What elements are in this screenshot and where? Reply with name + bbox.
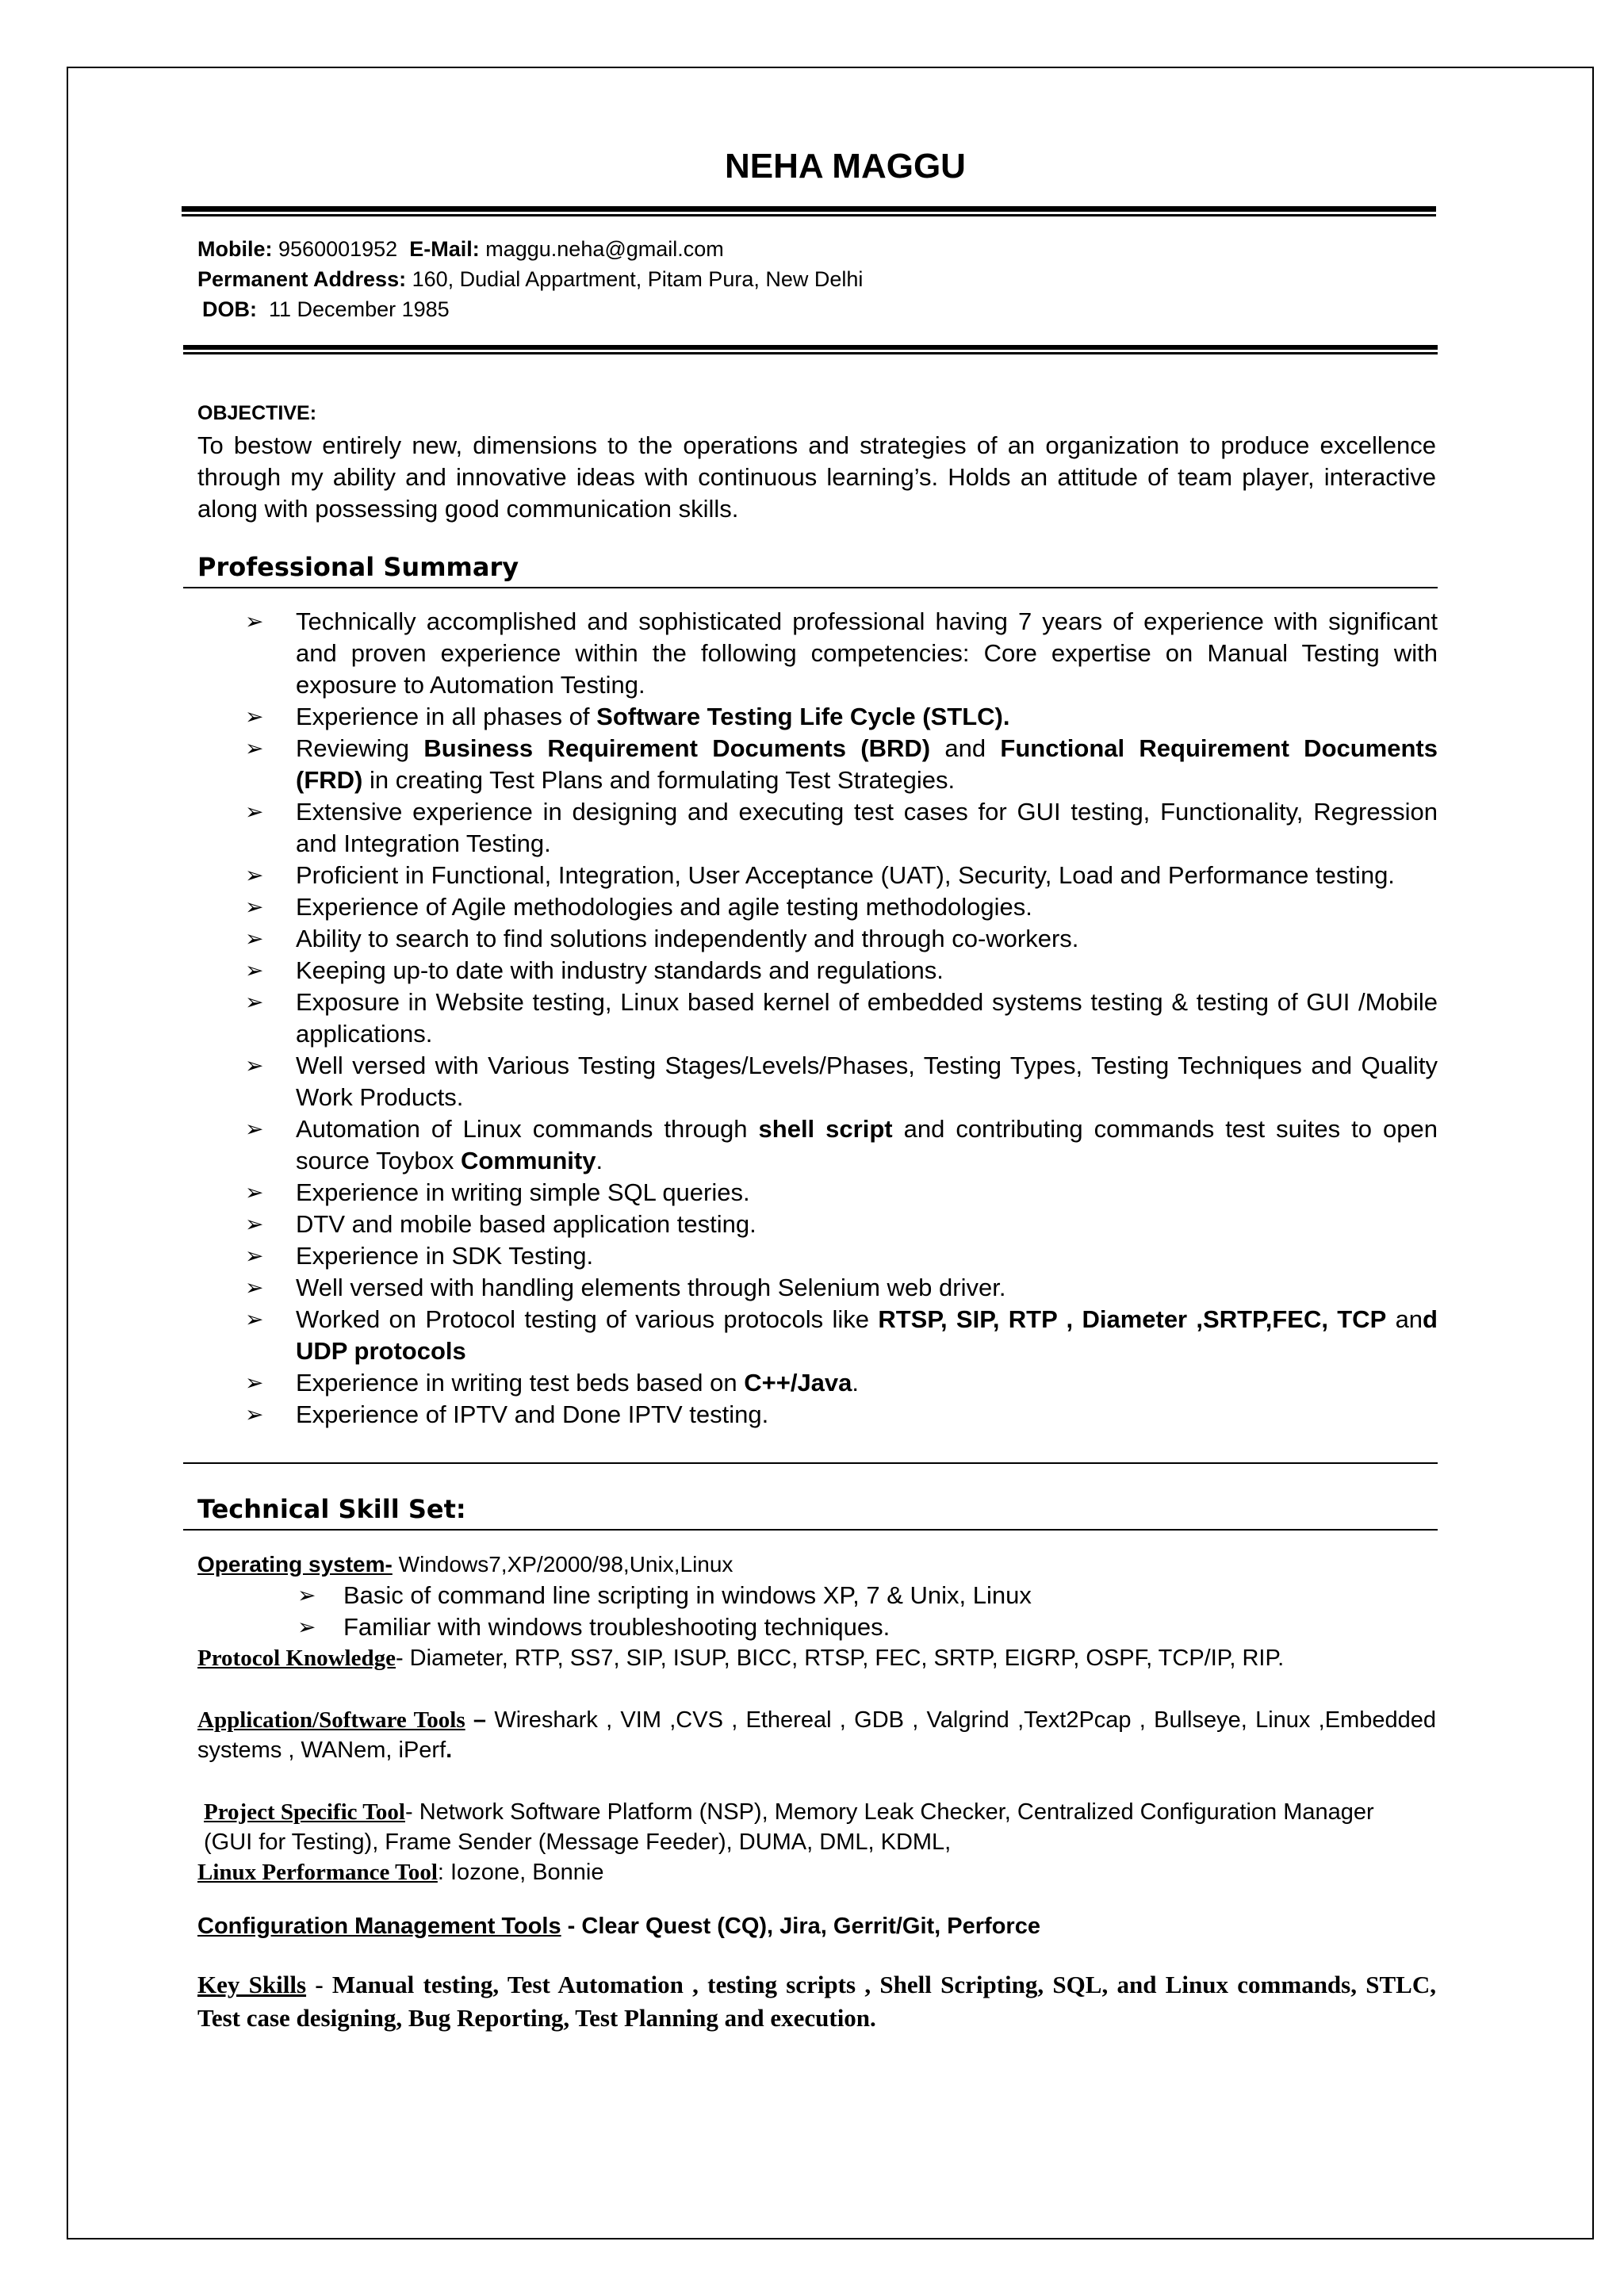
key-skills-value: - Manual testing, Test Automation , testing scripts , Shell Scripting, SQL, and Linux commands, STLC, Test case designing, Bug Reporting, Test Planning and execution. xyxy=(197,1971,1436,2032)
tools-line: Application/Software Tools – Wireshark , VIM ,CVS , Ethereal , GDB , Valgrind ,Text2Pcap , Bullseye, Linux ,Embedded systems , WANem, iPerf. xyxy=(197,1707,1436,1763)
arrow-bullet-icon: ➢ xyxy=(245,1370,264,1395)
summary-divider xyxy=(183,587,1438,588)
list-item: ➢ Keeping up-to date with industry standards and regulations. xyxy=(183,955,1438,987)
professional-summary-title: Professional Summary xyxy=(197,552,519,582)
project-label: Project Specific Tool xyxy=(204,1799,405,1825)
arrow-bullet-icon: ➢ xyxy=(245,1275,264,1300)
contact-line-2 xyxy=(197,264,1436,294)
contact-line-1 xyxy=(197,234,1436,264)
header-divider xyxy=(182,206,1436,216)
tools-value: Wireshark , VIM ,CVS , Ethereal , GDB , Valgrind ,Text2Pcap , Bullseye, Linux ,Embedded systems , WANem, iPerf xyxy=(197,1707,1436,1763)
list-item: ➢ Exposure in Website testing, Linux based kernel of embedded systems testing & testing of GUI /Mobile applications. xyxy=(245,988,1438,1048)
list-item: ➢ Reviewing Business Requirement Documents (BRD) and Functional Requirement Documents (FRD) in creating Test Plans and formulating Test Strategies. xyxy=(245,734,1438,794)
list-item: ➢ Proficient in Functional, Integration, User Acceptance (UAT), Security, Load and Performance testing. xyxy=(183,860,1438,891)
list-item: ➢ Experience in writing simple SQL queries. xyxy=(183,1177,1438,1209)
list-item: ➢ Experience of Agile methodologies and agile testing methodologies. xyxy=(183,891,1438,923)
list-item: ➢ Well versed with handling elements through Selenium web driver. xyxy=(183,1272,1438,1304)
list-item: ➢ Experience of IPTV and Done IPTV testing. xyxy=(183,1399,1438,1431)
arrow-bullet-icon: ➢ xyxy=(245,1402,264,1427)
arrow-bullet-icon: ➢ xyxy=(245,704,264,729)
candidate-name: NEHA MAGGU xyxy=(725,147,966,186)
contact-divider xyxy=(183,345,1438,354)
project-line xyxy=(183,1797,1417,1857)
arrow-bullet-icon: ➢ xyxy=(245,609,264,634)
mobile-label: Mobile: xyxy=(197,237,273,261)
email-value[interactable]: maggu.neha@gmail.com xyxy=(485,237,724,261)
os-value: Windows7,XP/2000/98,Unix,Linux xyxy=(392,1552,733,1577)
list-item: ➢ Automation of Linux commands through shell script and contributing commands test suites to open source Toybox Community. xyxy=(245,1115,1438,1174)
skills-divider xyxy=(183,1529,1438,1531)
technical-skills-title: Technical Skill Set: xyxy=(197,1494,466,1524)
arrow-bullet-icon: ➢ xyxy=(245,926,264,951)
email-label: E-Mail: xyxy=(409,237,480,261)
protocol-value: - Diameter, RTP, SS7, SIP, ISUP, BICC, RTSP, FEC, SRTP, EIGRP, OSPF, TCP/IP, RIP. xyxy=(395,1646,1285,1671)
address-label: Permanent Address: xyxy=(197,267,407,291)
address-value: 160, Dudial Appartment, Pitam Pura, New Delhi xyxy=(412,267,864,291)
dob-value: 11 December 1985 xyxy=(269,297,450,321)
linux-perf-value: : Iozone, Bonnie xyxy=(437,1860,604,1885)
list-item: ➢ Experience in SDK Testing. xyxy=(183,1240,1438,1272)
list-item: ➢ Extensive experience in designing and executing test cases for GUI testing, Functionality, Regression and Integration Testing. xyxy=(245,798,1438,857)
list-item: ➢ Worked on Protocol testing of various protocols like RTSP, SIP, RTP , Diameter ,SRTP,FEC, TCP and UDP protocols xyxy=(245,1305,1438,1365)
protocol-label: Protocol Knowledge xyxy=(197,1646,396,1671)
linux-perf-label: Linux Performance Tool xyxy=(197,1860,438,1885)
mobile-value: 9560001952 xyxy=(278,237,398,261)
project-value: - Network Software Platform (NSP), Memory Leak Checker, Centralized Configuration Manager (GUI for Testing), Frame Sender (Message Feeder), DUMA, DML, KDML, xyxy=(204,1799,1374,1855)
objective-label: OBJECTIVE: xyxy=(197,402,317,424)
list-item: ➢ Well versed with Various Testing Stages/Levels/Phases, Testing Types, Testing Techniques and Quality Work Products. xyxy=(245,1052,1438,1111)
contact-line-3 xyxy=(197,294,1436,324)
list-item: ➢ DTV and mobile based application testing. xyxy=(183,1209,1438,1240)
os-label: Operating system- xyxy=(197,1552,393,1577)
tools-label: Application/Software Tools xyxy=(197,1707,465,1733)
arrow-bullet-icon: ➢ xyxy=(297,1583,316,1607)
arrow-bullet-icon: ➢ xyxy=(245,958,264,983)
arrow-bullet-icon: ➢ xyxy=(245,895,264,919)
dob-label: DOB: xyxy=(202,297,257,321)
arrow-bullet-icon: ➢ xyxy=(245,1053,264,1078)
arrow-bullet-icon: ➢ xyxy=(245,863,264,887)
arrow-bullet-icon: ➢ xyxy=(245,1180,264,1205)
summary-end-divider xyxy=(183,1462,1438,1464)
config-mgmt-value: - Clear Quest (CQ), Jira, Gerrit/Git, Perforce xyxy=(561,1914,1040,1939)
os-list xyxy=(183,1580,1436,1643)
list-item: ➢ Ability to search to find solutions independently and through co-workers. xyxy=(183,923,1438,955)
arrow-bullet-icon: ➢ xyxy=(245,736,264,761)
list-item: ➢ Familiar with windows troubleshooting techniques. xyxy=(183,1611,1436,1643)
arrow-bullet-icon: ➢ xyxy=(245,799,264,824)
list-item: ➢ Technically accomplished and sophisticated professional having 7 years of experience with significant and proven experience within the following competencies: Core expertise on Manual Testing with exposure to Automation Testing. xyxy=(245,607,1438,699)
list-item: ➢ Basic of command line scripting in windows XP, 7 & Unix, Linux xyxy=(183,1580,1436,1611)
summary-list xyxy=(183,606,1436,1431)
arrow-bullet-icon: ➢ xyxy=(245,990,264,1014)
list-item: ➢ Experience in writing test beds based on C++/Java. xyxy=(183,1367,1438,1399)
os-line xyxy=(183,1550,1436,1580)
key-skills xyxy=(183,1968,1436,2035)
list-item: ➢ Experience in all phases of Software Testing Life Cycle (STLC). xyxy=(183,701,1438,733)
key-skills-label: Key Skills xyxy=(197,1971,307,1998)
contact-block xyxy=(183,234,1436,324)
linux-perf-line xyxy=(183,1857,1436,1887)
resume xyxy=(183,143,1436,2035)
config-mgmt-label: Configuration Management Tools xyxy=(197,1914,561,1939)
objective-text: To bestow entirely new, dimensions to the operations and strategies of an organization to produce excellence through my ability and innovative ideas with continuous learning’s. Holds an attitude of team player, interactive along with possessing good communication skills. xyxy=(197,431,1436,523)
arrow-bullet-icon: ➢ xyxy=(245,1212,264,1236)
arrow-bullet-icon: ➢ xyxy=(297,1615,316,1639)
arrow-bullet-icon: ➢ xyxy=(245,1307,264,1331)
config-mgmt-line xyxy=(183,1911,1436,1941)
arrow-bullet-icon: ➢ xyxy=(245,1117,264,1141)
protocol-line xyxy=(183,1643,1436,1673)
arrow-bullet-icon: ➢ xyxy=(245,1243,264,1268)
